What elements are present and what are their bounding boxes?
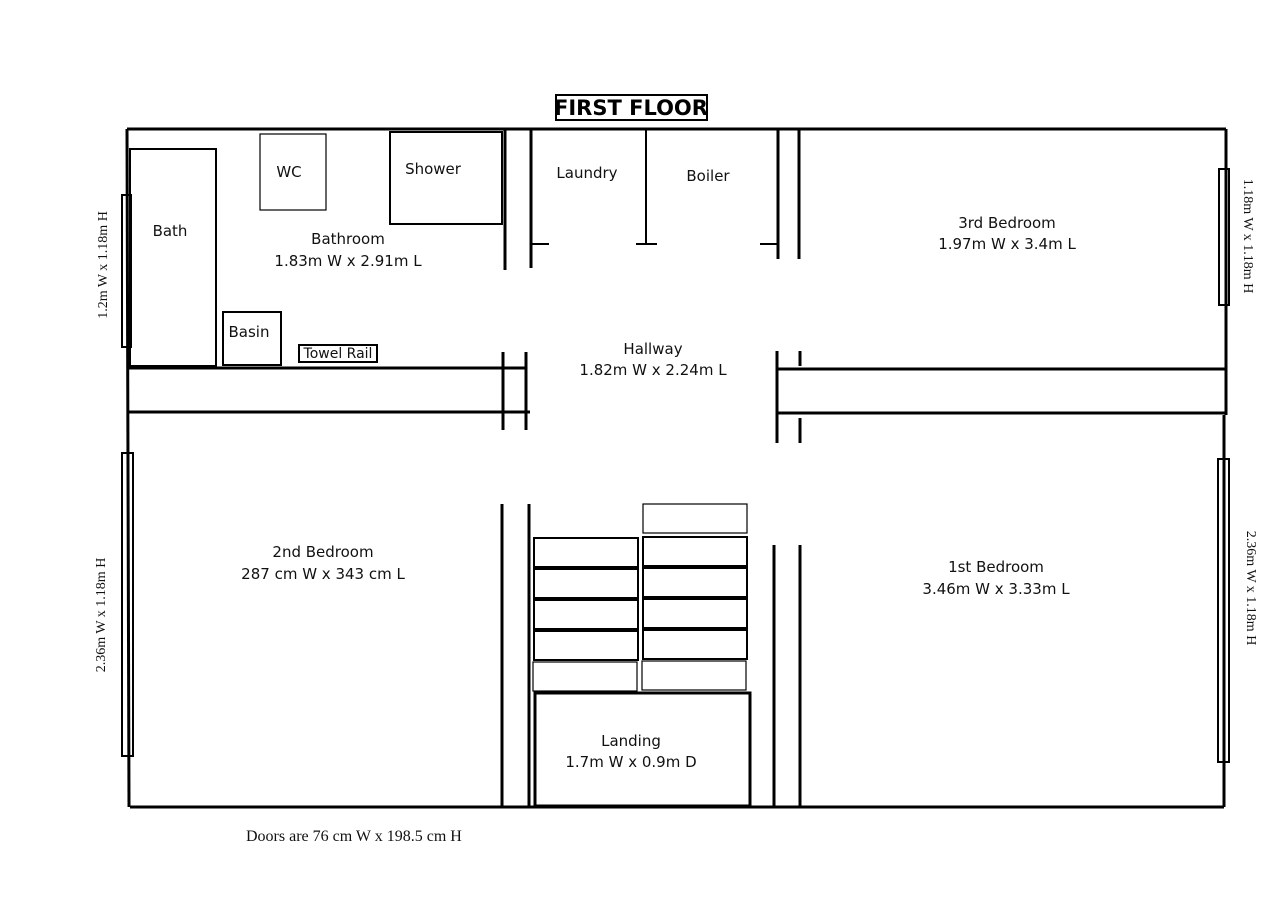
stair-tread — [643, 568, 747, 597]
window-label-first-bedroom: 2.36m W x 1.18m H — [1243, 530, 1258, 646]
stair-tread — [643, 537, 747, 566]
stair-tread — [534, 569, 638, 598]
room-labels — [153, 160, 1077, 771]
hallway-name: Hallway — [623, 340, 683, 358]
first-bedroom-dims: 3.46m W x 3.33m L — [922, 580, 1070, 598]
bathroom-dims: 1.83m W x 2.91m L — [274, 252, 422, 270]
window-label-bathroom: 1.2m W x 1.18m H — [96, 211, 111, 319]
landing-name: Landing — [601, 732, 661, 750]
bath-label: Bath — [152, 222, 188, 240]
second-bedroom-dims: 287 cm W x 343 cm L — [241, 565, 405, 583]
first-bedroom-name: 1st Bedroom — [948, 558, 1044, 576]
left-wall — [127, 129, 129, 807]
second-bedroom-name: 2nd Bedroom — [272, 543, 374, 561]
third-bedroom-name: 3rd Bedroom — [958, 214, 1056, 232]
stair-tread — [643, 599, 747, 628]
bathroom-name: Bathroom — [311, 230, 385, 248]
boiler-label: Boiler — [686, 167, 730, 185]
third-bedroom-dims: 1.97m W x 3.4m L — [938, 235, 1076, 253]
bath-tub — [130, 149, 216, 366]
stair-tread — [643, 630, 747, 659]
wc-label: WC — [276, 163, 302, 181]
shower-label: Shower — [405, 160, 461, 178]
shower-tray — [390, 132, 502, 224]
basin-label: Basin — [228, 323, 270, 341]
stair-tread — [533, 662, 637, 691]
stair-tread — [642, 661, 746, 690]
laundry-label: Laundry — [556, 164, 618, 182]
towel-rail-label: Towel Rail — [303, 346, 373, 362]
interior-walls — [129, 129, 1225, 808]
outer-walls — [127, 129, 1226, 807]
stair-tread — [534, 600, 638, 629]
title-block — [554, 95, 708, 120]
stair-tread — [534, 631, 638, 660]
floor-title: FIRST FLOOR — [554, 96, 708, 120]
stair-tread — [643, 504, 747, 533]
hallway-dims: 1.82m W x 2.24m L — [579, 361, 727, 379]
window-label-second-bedroom: 2.36m W x 1.18m H — [94, 557, 109, 673]
landing-dims: 1.7m W x 0.9m D — [565, 753, 697, 771]
doors-note: Doors are 76 cm W x 198.5 cm H — [246, 828, 462, 845]
window-label-third-bedroom: 1.18m W x 1.18m H — [1240, 178, 1255, 294]
stair-tread — [534, 538, 638, 567]
